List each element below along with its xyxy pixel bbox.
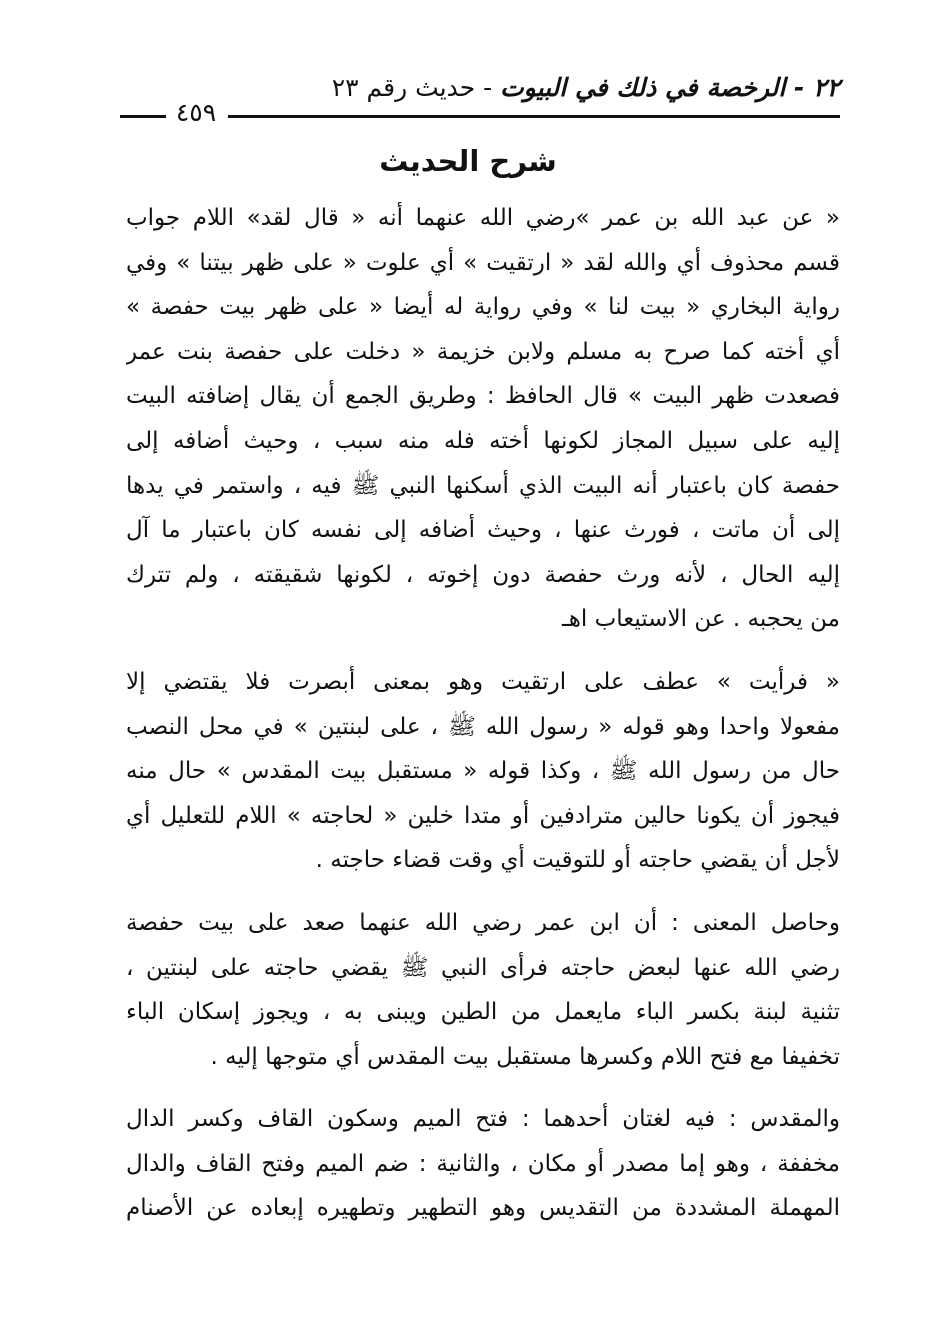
text-line: لأجل أن يقضي حاجته أو للتوقيت أي وقت قضاء حاجته .: [315, 847, 840, 874]
running-head-hadith: - حديث رقم ٢٣: [331, 73, 493, 102]
paragraph-1: [126, 196, 840, 642]
running-head: [332, 70, 840, 106]
text-line: وحاصل المعنى : أن ابن عمر رضي الله عنهما صعد على بيت حفصة: [126, 909, 840, 936]
page-number: ٤٥٩: [175, 98, 217, 127]
text-line: « عن عبد الله بن عمر »رضي الله عنهما أنه « قال لقد» اللام جواب: [126, 205, 840, 231]
text-line: مخففة ، وهو إما مصدر أو مكان ، والثانية : ضم الميم وفتح القاف والدال: [126, 1150, 840, 1177]
running-head-chapter: ٢٢ - الرخصة في ذلك في البيوت: [500, 73, 840, 102]
text-line: المهملة المشددة من التقديس وهو التطهير وتطهيره إبعاده عن الأصنام: [126, 1195, 840, 1222]
section-title: شرح الحديث: [379, 144, 557, 178]
text-line: تخفيفا مع فتح اللام وكسرها مستقبل بيت المقدس أي متوجها إليه .: [210, 1043, 840, 1070]
paragraph-2: [126, 660, 840, 883]
text-line: تثنية لبنة بكسر الباء مايعمل من الطين ويبنى به ، ويجوز إسكان الباء: [126, 999, 840, 1026]
text-line: إليه الحال ، لأنه ورث حفصة دون إخوته ، لكونها شقيقته ، ولم تترك: [126, 561, 840, 588]
text-line: حفصة كان باعتبار أنه البيت الذي أسكنها النبي ﷺ فيه ، واستمر في يدها: [126, 472, 840, 499]
text-line: أي أخته كما صرح به مسلم ولابن خزيمة « دخلت على حفصة بنت عمر: [126, 338, 840, 365]
text-line: إليه على سبيل المجاز لكونها أخته فله منه سبب ، وحيث أضافه إلى: [126, 427, 840, 454]
text-line: رواية البخاري « بيت لنا » وفي رواية له أيضا « على ظهر بيت حفصة »: [126, 294, 840, 321]
header-rule: [228, 115, 840, 118]
header-left-rule: [120, 115, 166, 118]
text-line: رضي الله عنها لبعض حاجته فرأى النبي ﷺ يقضي حاجته على لبنتين ،: [126, 954, 840, 981]
text-line: « فرأيت » عطف على ارتقيت وهو بمعنى أبصرت فلا يقتضي إلا: [126, 668, 840, 695]
paragraph-3: [126, 901, 840, 1079]
text-line: من يحجبه . عن الاستيعاب اهـ: [562, 606, 840, 633]
text-line: قسم محذوف أي والله لقد « ارتقيت » أي علوت « على ظهر بيتنا » وفي: [126, 249, 840, 276]
page-header: [120, 70, 840, 128]
text-line: فصعدت ظهر البيت » قال الحافظ : وطريق الجمع أن يقال إضافته البيت: [126, 383, 840, 410]
text-line: حال من رسول الله ﷺ ، وكذا قوله « مستقبل بيت المقدس » حال منه: [126, 758, 840, 785]
text-line: فيجوز أن يكونا حالين مترادفين أو متدا خلين « لحاجته » اللام للتعليل أي: [126, 802, 840, 829]
body-text: [126, 196, 840, 1249]
paragraph-4: [126, 1097, 840, 1231]
text-line: والمقدس : فيه لغتان أحدهما : فتح الميم وسكون القاف وكسر الدال: [126, 1106, 840, 1133]
text-line: مفعولا واحدا وهو قوله « رسول الله ﷺ ، على لبنتين » في محل النصب: [126, 713, 840, 740]
text-line: إلى أن ماتت ، فورث عنها ، وحيث أضافه إلى نفسه كان باعتبار ما آل: [126, 517, 840, 544]
